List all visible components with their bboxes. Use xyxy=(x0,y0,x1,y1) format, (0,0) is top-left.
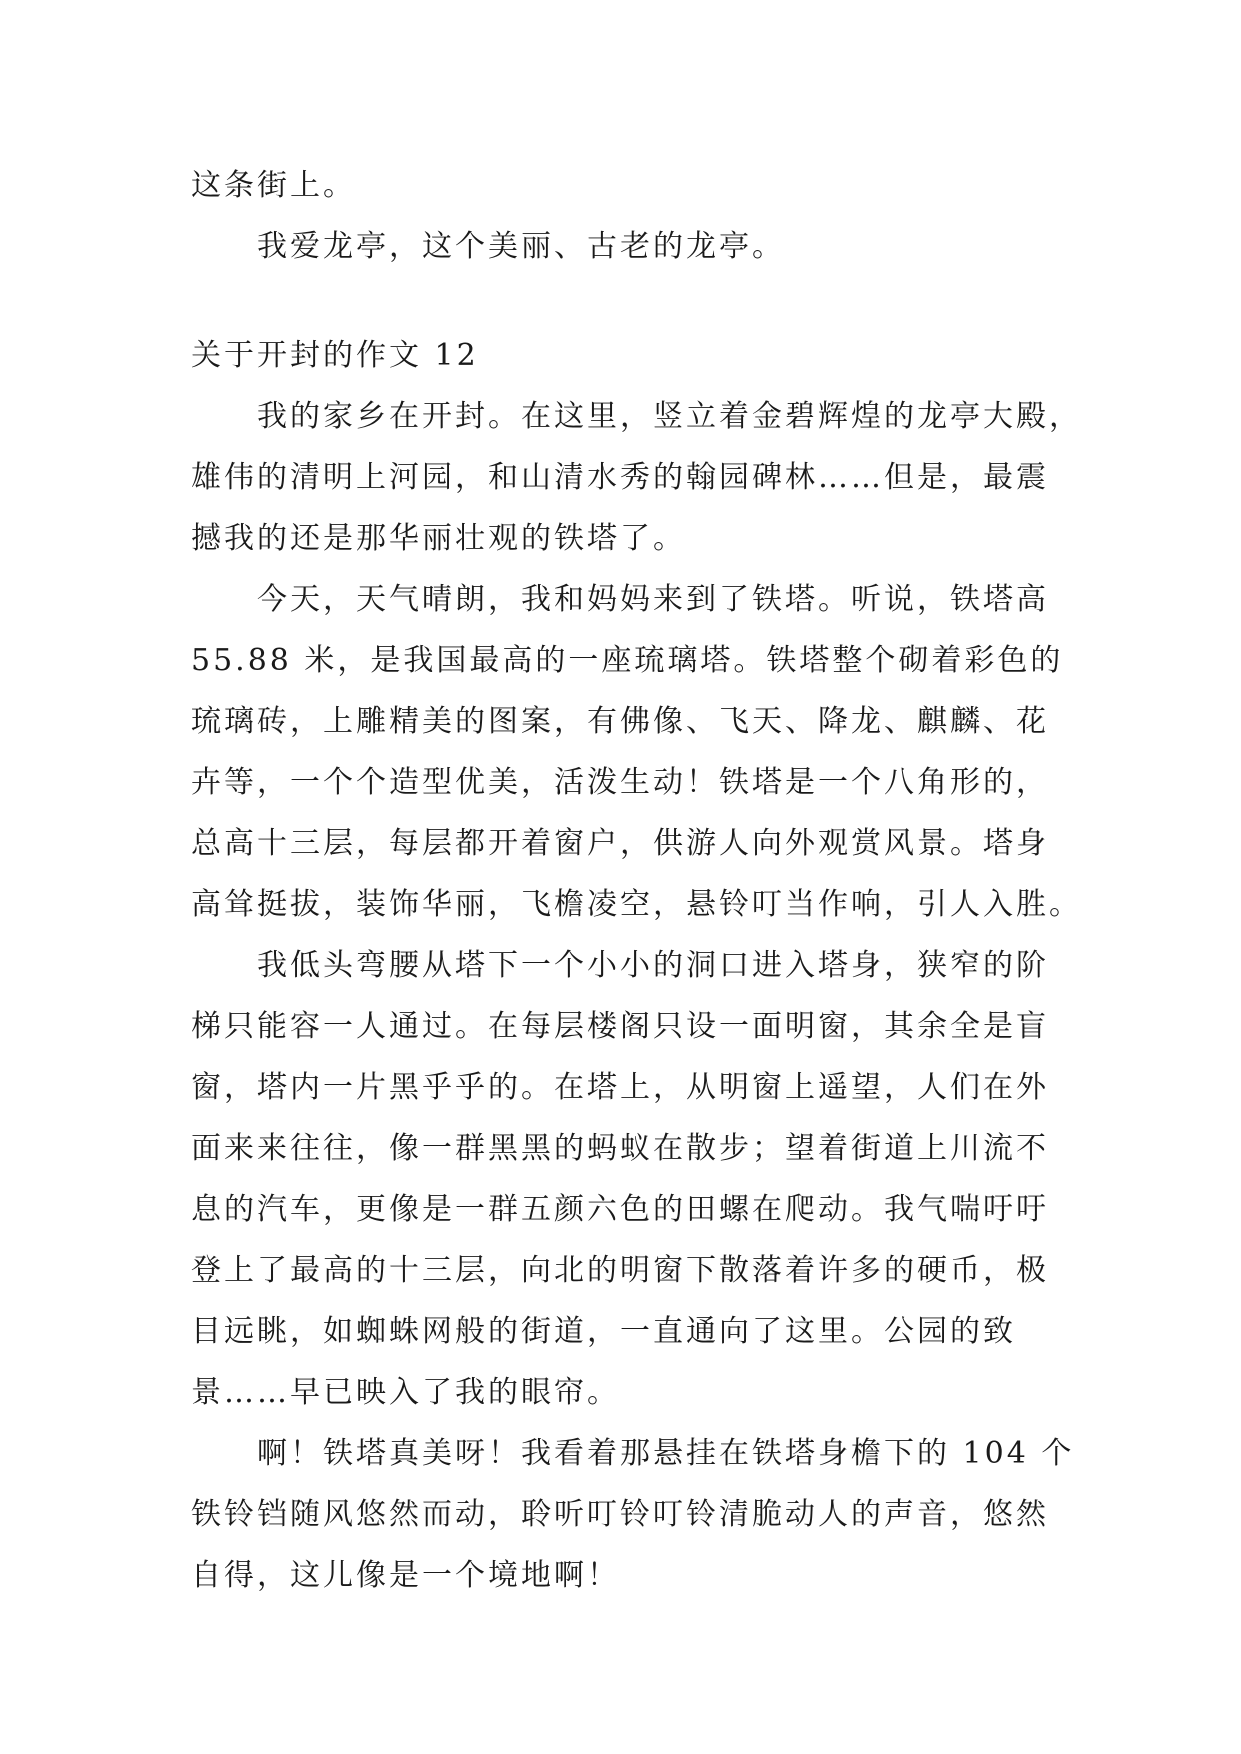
paragraph-line: 今天，天气晴朗，我和妈妈来到了铁塔。听说，铁塔高 xyxy=(257,582,1049,617)
paragraph-line: 窗，塔内一片黑乎乎的。在塔上，从明窗上遥望，人们在外 xyxy=(191,1070,1049,1105)
paragraph-line: 梯只能容一人通过。在每层楼阁只设一面明窗，其余全是盲 xyxy=(191,1009,1049,1044)
paragraph-line: 登上了最高的十三层，向北的明窗下散落着许多的硬币，极 xyxy=(191,1253,1049,1288)
paragraph-line: 面来来往往，像一群黑黑的蚂蚁在散步；望着街道上川流不 xyxy=(191,1131,1049,1166)
continuation-line: 这条街上。 xyxy=(191,168,356,203)
paragraph-line: 自得，这儿像是一个境地啊！ xyxy=(191,1558,620,1593)
paragraph-line: 撼我的还是那华丽壮观的铁塔了。 xyxy=(191,521,686,556)
paragraph-line: 高耸挺拔，装饰华丽，飞檐凌空，悬铃叮当作响，引人入胜。 xyxy=(191,887,1082,922)
paragraph-line: 息的汽车，更像是一群五颜六色的田螺在爬动。我气喘吁吁 xyxy=(191,1192,1049,1227)
paragraph-4 xyxy=(191,1423,1075,1606)
paragraph-line: 总高十三层，每层都开着窗户，供游人向外观赏风景。塔身 xyxy=(191,826,1049,861)
paragraph-line: 铁铃铛随风悠然而动，聆听叮铃叮铃清脆动人的声音，悠然 xyxy=(191,1497,1049,1532)
paragraph-line: 琉璃砖，上雕精美的图案，有佛像、飞天、降龙、麒麟、花 xyxy=(191,704,1049,739)
paragraph-1 xyxy=(191,386,1082,569)
essay-section xyxy=(191,325,1082,1606)
paragraph-3 xyxy=(191,935,1071,1423)
paragraph-2 xyxy=(191,569,1082,935)
paragraph-line: 卉等，一个个造型优美，活泼生动！铁塔是一个八角形的， xyxy=(191,765,1049,800)
closing-line: 我爱龙亭，这个美丽、古老的龙亭。 xyxy=(257,229,785,264)
section-title: 关于开封的作文 12 xyxy=(191,338,479,373)
paragraph-line: 雄伟的清明上河园，和山清水秀的翰园碑林……但是，最震 xyxy=(191,460,1049,495)
paragraph-line: 我低头弯腰从塔下一个小小的洞口进入塔身，狭窄的阶 xyxy=(257,948,1049,983)
paragraph-line: 啊！铁塔真美呀！我看着那悬挂在铁塔身檐下的 104 个 xyxy=(257,1436,1075,1471)
paragraph-line: 目远眺，如蜘蛛网般的街道，一直通向了这里。公园的致 xyxy=(191,1314,1016,1349)
paragraph-line: 景……早已映入了我的眼帘。 xyxy=(191,1375,620,1410)
paragraph-line: 55.88 米，是我国最高的一座琉璃塔。铁塔整个砌着彩色的 xyxy=(191,643,1064,678)
paragraph-line: 我的家乡在开封。在这里，竖立着金碧辉煌的龙亭大殿， xyxy=(257,399,1082,434)
top-fragment xyxy=(191,155,1071,277)
